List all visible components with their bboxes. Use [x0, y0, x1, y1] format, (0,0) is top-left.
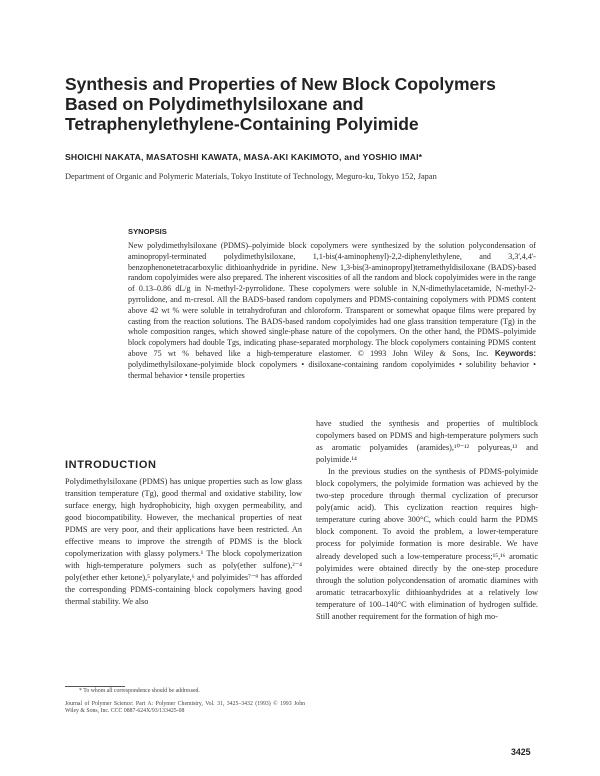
author-list: SHOICHI NAKATA, MASATOSHI KAWATA, MASA-AKI KAKIMOTO, and YOSHIO IMAI* [65, 152, 423, 162]
intro-right-column [316, 418, 538, 623]
keywords-list: polydimethylsiloxane-polyimide block copolymers • disiloxane-containing random copolyimides • solubility behavior • thermal behavior • tensile properties [128, 359, 536, 380]
footnote [65, 688, 305, 716]
synopsis-text [128, 241, 536, 381]
footnote-divider [65, 686, 125, 687]
correspondence-note: * To whom all correspondence should be addressed. [79, 688, 200, 694]
keywords-label: Keywords: [494, 348, 537, 358]
intro-left-column: Polydimethylsiloxane (PDMS) has unique properties such as low glass transition temperature (Tg), good thermal and oxidative stability, low surface energy, high hydrophobicity, high oxygen permeability, and good biocompatibility. However, the mechanical properties of neat PDMS are very poor, and their applications have been restricted. An effective means to improve the strength of PDMS is the block copolymerization with glassy polymers.¹ The block copolymerization with high-temperature polymers such as poly(ether sulfone),²⁻⁴ poly(ether ether ketone),⁵ polyarylate,⁶ and polyimides⁷⁻⁹ has afforded the corresponding PDMS-containing block copolymers having good thermal stability. We also [65, 477, 302, 607]
intro-right-paragraph-1: have studied the synthesis and properties of multiblock copolymers based on PDMS and high-temperature polymers such as aromatic polyamides (aramides),¹⁰⁻¹² polyureas,¹³ and polyimide.¹⁴ [316, 419, 538, 465]
introduction-heading: INTRODUCTION [65, 459, 157, 471]
journal-citation: Journal of Polymer Science: Part A: Polymer Chemistry, Vol. 31, 3425–3432 (1993) © 1993 John Wiley & Sons, Inc. CCC 0887-624X/93/133425-08 [65, 700, 305, 715]
page-number: 3425 [511, 747, 531, 757]
intro-right-paragraph-2: In the previous studies on the synthesis of PDMS-polyimide block copolymers, the polyimide formation was achieved by the two-step procedure through thermal cyclization of precursor poly(amic acid). This cyclization reaction requires high-temperature curing above 300°C, which could harm the PDMS block component. To avoid the problem, a lower-temperature process for polyimide formation is more desirable. We have already developed such a low-temperature process;¹⁵,¹⁶ aromatic polyimides were obtained directly by the one-step procedure through the solution polycondensation of aromatic diamines with aromatic tetracarboxylic dithioanhydrides at a relatively low temperature of 100–140°C with elimination of hydrogen sulfide. Still another requirement for the formation of high mo- [316, 467, 538, 621]
article-title: Synthesis and Properties of New Block Copolymers Based on Polydimethylsiloxane and Tetraphenylethylene-Containing Polyimide [65, 74, 496, 134]
affiliation: Department of Organic and Polymeric Materials, Tokyo Institute of Technology, Meguro-ku, Tokyo 152, Japan [65, 172, 437, 181]
synopsis-heading: SYNOPSIS [128, 227, 167, 236]
synopsis-body: New polydimethylsiloxane (PDMS)–polyimide block copolymers were synthesized by the solution polycondensation of aminopropyl-terminated polydimethylsiloxane, 1,1-bis(4-aminophenyl)-2,2-diphenylethylene, and 3,3',4,4'-benzophenonetetracarboxylic dithioanhydride in pyridine. New 1,3-bis(3-aminopropyl)tetramethyldisiloxane (BADS)-based random copolyimides were also prepared. The inherent viscosities of all the random and block copolyimides were in the range of 0.13–0.86 dL/g in N-methyl-2-pyrrolidone. These copolymers were soluble in N,N-dimethylacetamide, N-methyl-2-pyrrolidone, and m-cresol. All the BADS-based random copolymers and PDMS-containing copolymers with PDMS content above 42 wt % were soluble in tetrahydrofuran and chloroform. Transparent or somewhat opaque films were prepared by casting from the reaction solutions. The BADS-based random copolyimides had one glass transition temperature (Tg) in the whole composition ranges, which showed single-phase nature of the copolymers. On the other hand, the PDMS–polyimide block copolymers had double Tgs, indicating phase-separated morphology. The block copolymers containing PDMS content above 75 wt % behaved like a high-temperature elastomer. © 1993 John Wiley & Sons, Inc. [128, 241, 536, 358]
